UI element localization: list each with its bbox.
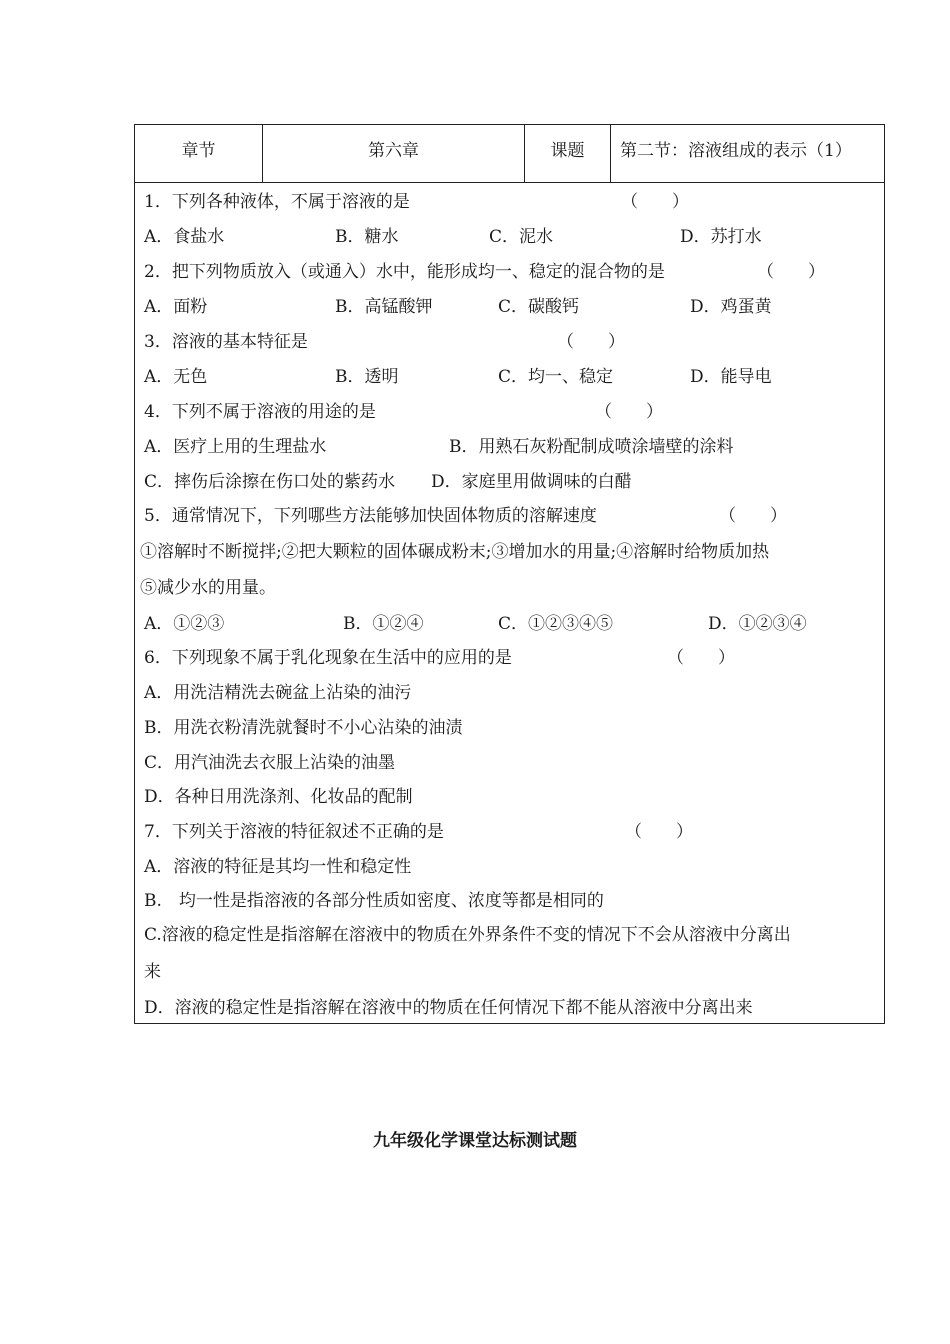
q7-stem: 7．下列关于溶液的特征叙述不正确的是: [144, 822, 444, 842]
q1-option-b: B．糖水: [335, 227, 399, 247]
q1-option-c: C．泥水: [489, 227, 554, 247]
q5-option-a: A．①②③: [144, 614, 225, 634]
q7-option-c-line1: C.溶液的稳定性是指溶解在溶液中的物质在外界条件不变的情况下不会从溶液中分离出: [144, 925, 791, 945]
topic-value: 第二节：溶液组成的表示（1）: [620, 141, 852, 161]
q7-option-c-line2: 来: [144, 962, 161, 982]
q6-answer-blank[interactable]: （ ）: [667, 648, 735, 668]
q3-option-b: B．透明: [335, 367, 399, 387]
footer-title: 九年级化学课堂达标测试题: [373, 1131, 577, 1151]
q3-option-a: A．无色: [144, 367, 208, 387]
q3-option-d: D．能导电: [690, 367, 772, 387]
q2-option-b: B．高锰酸钾: [335, 297, 433, 317]
q6-option-c: C．用汽油洗去衣服上沾染的油墨: [144, 753, 396, 773]
q2-option-a: A．面粉: [144, 297, 208, 317]
q5-items-line1: ①溶解时不断搅拌;②把大颗粒的固体碾成粉末;③增加水的用量;④溶解时给物质加热: [140, 542, 770, 562]
q1-option-d: D．苏打水: [680, 227, 762, 247]
q4-option-d: D．家庭里用做调味的白醋: [431, 472, 632, 492]
q7-option-d: D．溶液的稳定性是指溶解在溶液中的物质在任何情况下都不能从溶液中分离出来: [144, 998, 753, 1018]
q5-option-b: B．①②④: [343, 614, 424, 634]
topic-label: 课题: [525, 125, 611, 182]
q5-option-c: C．①②③④⑤: [498, 614, 614, 634]
q5-option-d: D．①②③④: [708, 614, 807, 634]
q4-option-a: A．医疗上用的生理盐水: [144, 437, 327, 457]
q6-option-a: A．用洗洁精洗去碗盆上沾染的油污: [144, 683, 412, 703]
q6-stem: 6．下列现象不属于乳化现象在生活中的应用的是: [144, 648, 512, 668]
q4-answer-blank[interactable]: （ ）: [595, 402, 663, 422]
header-row: [135, 125, 884, 183]
q2-stem: 2．把下列物质放入（或通入）水中，能形成均一、稳定的混合物的是: [144, 262, 665, 282]
q2-option-d: D．鸡蛋黄: [690, 297, 772, 317]
q3-stem: 3．溶液的基本特征是: [144, 332, 308, 352]
q6-option-d: D．各种日用洗涤剂、化妆品的配制: [144, 787, 413, 807]
chapter-label: 章节: [135, 125, 263, 182]
q1-option-a: A．食盐水: [144, 227, 225, 247]
q7-option-a: A．溶液的特征是其均一性和稳定性: [144, 857, 412, 877]
q7-option-b: B. 均一性是指溶液的各部分性质如密度、浓度等都是相同的: [144, 891, 604, 911]
q3-option-c: C．均一、稳定: [498, 367, 614, 387]
q1-stem: 1．下列各种液体，不属于溶液的是: [144, 192, 410, 212]
q3-answer-blank[interactable]: （ ）: [557, 332, 625, 352]
q2-answer-blank[interactable]: （ ）: [757, 262, 825, 282]
worksheet-table: [134, 124, 885, 1024]
q1-answer-blank[interactable]: （ ）: [621, 192, 689, 212]
q4-option-c: C．摔伤后涂擦在伤口处的紫药水: [144, 472, 396, 492]
q5-stem: 5．通常情况下，下列哪些方法能够加快固体物质的溶解速度: [144, 506, 597, 526]
chapter-value: 第六章: [263, 125, 525, 182]
q2-option-c: C．碳酸钙: [498, 297, 580, 317]
q4-stem: 4．下列不属于溶液的用途的是: [144, 402, 376, 422]
q7-answer-blank[interactable]: （ ）: [625, 822, 693, 842]
q5-answer-blank[interactable]: （ ）: [719, 506, 787, 526]
q6-option-b: B．用洗衣粉清洗就餐时不小心沾染的油渍: [144, 718, 463, 738]
q4-option-b: B．用熟石灰粉配制成喷涂墙壁的涂料: [449, 437, 734, 457]
q5-items-line2: ⑤减少水的用量。: [140, 578, 276, 598]
